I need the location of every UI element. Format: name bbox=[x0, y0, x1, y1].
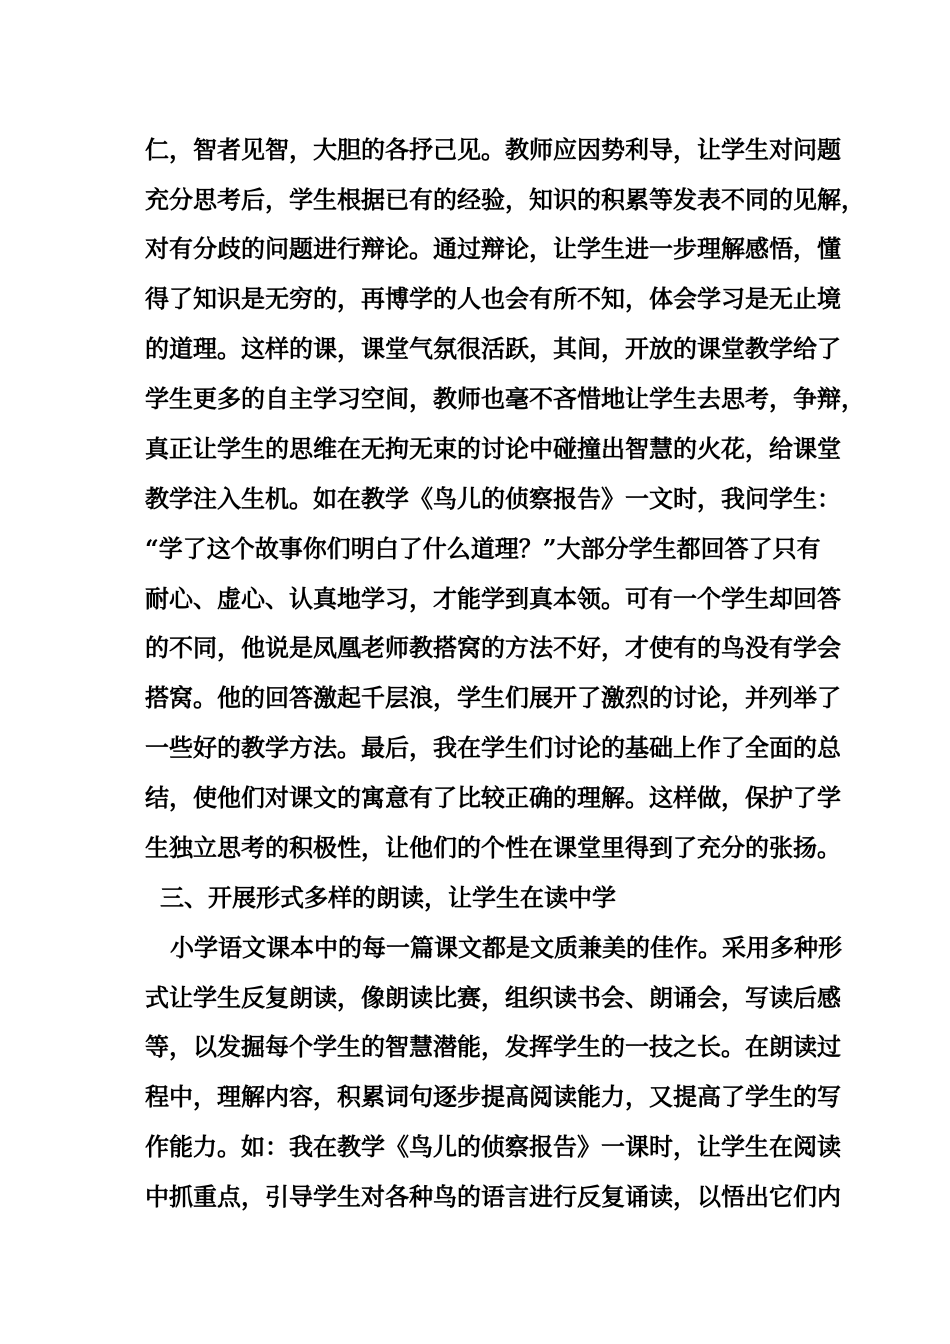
paragraph-line: “学了这个故事你们明白了什么道理？”大部分学生都回答了只有 bbox=[145, 534, 821, 563]
paragraph-line: 教学注入生机。如在教学《鸟儿的侦察报告》一文时，我问学生： bbox=[145, 484, 841, 513]
paragraph-line: 充分思考后，学生根据已有的经验，知识的积累等发表不同的见解， bbox=[145, 185, 865, 214]
paragraph-line: 生独立思考的积极性，让他们的个性在课堂里得到了充分的张扬。 bbox=[145, 833, 841, 862]
paragraph-line: 仁，智者见智，大胆的各抒己见。教师应因势利导，让学生对问题 bbox=[145, 135, 841, 164]
paragraph-line: 中抓重点，引导学生对各种鸟的语言进行反复诵读，以悟出它们内 bbox=[145, 1182, 841, 1211]
paragraph-line: 对有分歧的问题进行辩论。通过辩论，让学生进一步理解感悟，懂 bbox=[145, 234, 841, 263]
paragraph-line: 等，以发掘每个学生的智慧潜能，发挥学生的一技之长。在朗读过 bbox=[145, 1032, 841, 1061]
paragraph-line: 式让学生反复朗读，像朗读比赛，组织读书会、朗诵会，写读后感 bbox=[145, 983, 841, 1012]
paragraph-line: 学生更多的自主学习空间，教师也毫不吝惜地让学生去思考，争辩， bbox=[145, 384, 865, 413]
paragraph-line: 一些好的教学方法。最后，我在学生们讨论的基础上作了全面的总 bbox=[145, 733, 841, 762]
paragraph-line: 程中，理解内容，积累词句逐步提高阅读能力，又提高了学生的写 bbox=[145, 1082, 841, 1111]
paragraph-line: 作能力。如：我在教学《鸟儿的侦察报告》一课时，让学生在阅读 bbox=[145, 1132, 841, 1161]
section-heading: 三、开展形式多样的朗读，让学生在读中学 bbox=[160, 883, 616, 912]
paragraph-line: 的不同，他说是凤凰老师教搭窝的方法不好，才使有的鸟没有学会 bbox=[145, 633, 841, 662]
paragraph-line: 真正让学生的思维在无拘无束的讨论中碰撞出智慧的火花，给课堂 bbox=[145, 434, 841, 463]
paragraph-line: 得了知识是无穷的，再博学的人也会有所不知，体会学习是无止境 bbox=[145, 284, 841, 313]
paragraph-line: 耐心、虚心、认真地学习，才能学到真本领。可有一个学生却回答 bbox=[145, 584, 841, 613]
paragraph-line: 小学语文课本中的每一篇课文都是文质兼美的佳作。采用多种形 bbox=[170, 933, 842, 962]
paragraph-line: 的道理。这样的课，课堂气氛很活跃，其间，开放的课堂教学给了 bbox=[145, 334, 841, 363]
paragraph-line: 搭窝。他的回答激起千层浪，学生们展开了激烈的讨论，并列举了 bbox=[145, 683, 841, 712]
paragraph-line: 结，使他们对课文的寓意有了比较正确的理解。这样做，保护了学 bbox=[145, 783, 841, 812]
